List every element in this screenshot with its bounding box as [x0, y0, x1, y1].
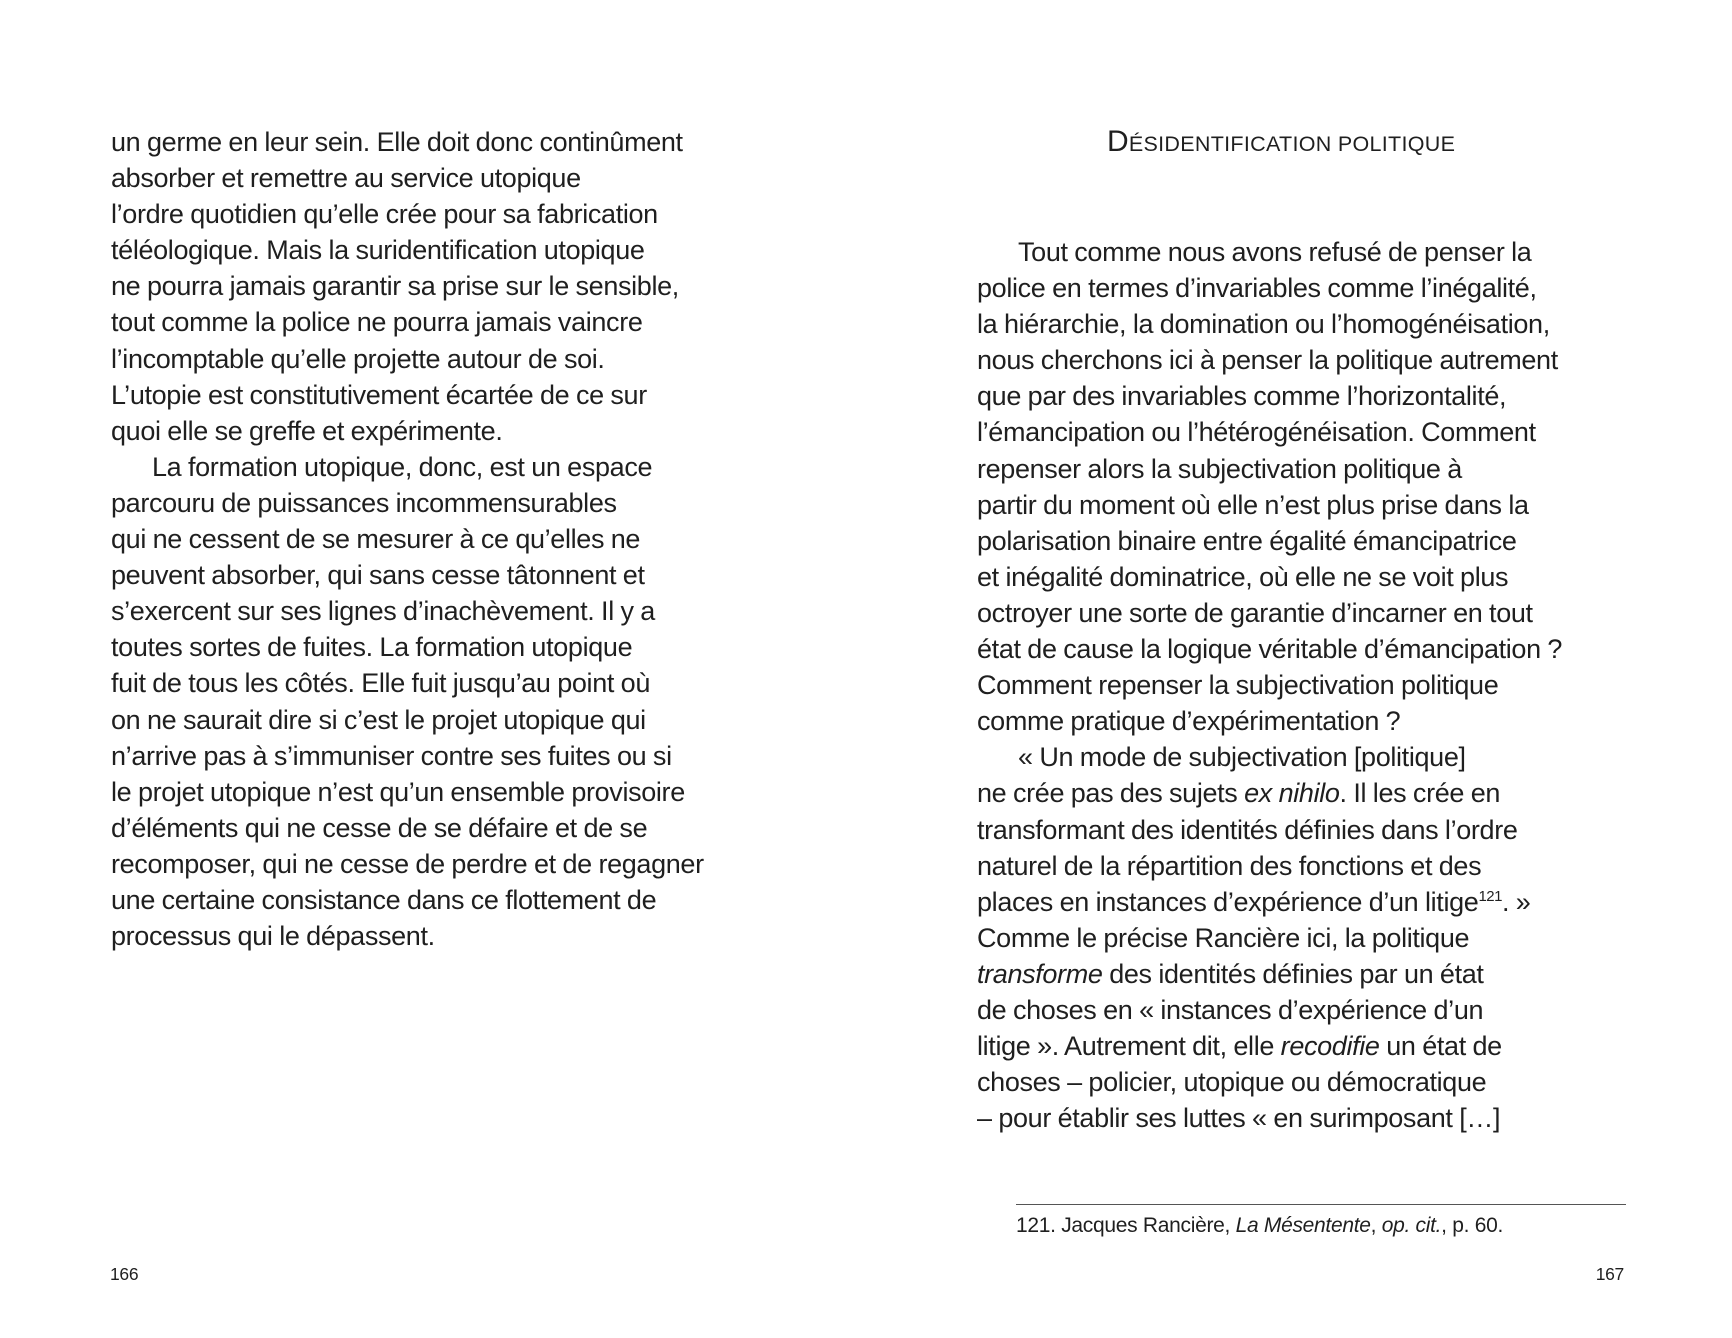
text-line: octroyer une sorte de garantie d’incarner en tout — [977, 597, 1533, 628]
footnote-title: La Mésentente — [1235, 1214, 1371, 1237]
text-run: . » — [1501, 886, 1531, 917]
text-line: Comme le précise Rancière ici, la politique — [977, 922, 1470, 953]
text-line: partir du moment où elle n’est plus prise dans la — [977, 489, 1529, 520]
text-line: on ne saurait dire si c’est le projet utopique qui — [111, 704, 646, 735]
footnote-author: Jacques Rancière, — [1055, 1214, 1236, 1237]
text-line: ne pourra jamais garantir sa prise sur le sensible, — [111, 271, 679, 302]
text-line: parcouru de puissances incommensurables — [111, 487, 617, 518]
footnote-opcit: op. cit. — [1381, 1214, 1442, 1237]
text-line: tout comme la police ne pourra jamais vaincre — [111, 307, 643, 338]
text-run: . Il les crée en — [1339, 778, 1501, 809]
heading-initial: D — [1107, 125, 1129, 158]
text-line: nous cherchons ici à penser la politique autrement — [977, 345, 1558, 376]
paragraph-start-line: Tout comme nous avons refusé de penser la — [1018, 237, 1532, 267]
quote-start-line: « Un mode de subjectivation [politique] — [1018, 742, 1466, 773]
text-line: L’utopie est constitutivement écartée de ce sur — [111, 379, 647, 410]
footnote-number: 121. — [1016, 1214, 1056, 1237]
heading-rest: ÉSIDENTIFICATION POLITIQUE — [1128, 132, 1456, 156]
text-run: places en instances d’expérience d’un litige — [977, 886, 1479, 917]
italic-text: recodifie — [1280, 1031, 1380, 1062]
text-line: repenser alors la subjectivation politique à — [977, 453, 1462, 484]
text-run: ne crée pas des sujets — [977, 778, 1245, 809]
text-line — [977, 775, 1627, 811]
text-line: polarisation binaire entre égalité émancipatrice — [977, 525, 1517, 556]
text-line: toutes sortes de fuites. La formation utopique — [111, 632, 633, 663]
text-line: quoi elle se greffe et expérimente. — [111, 415, 503, 446]
text-line: comme pratique d’expérimentation ? — [977, 706, 1401, 737]
text-line: fuit de tous les côtés. Elle fuit jusqu’au point où — [111, 668, 650, 699]
text-line: absorber et remettre au service utopique — [111, 163, 581, 194]
italic-text: transforme — [977, 958, 1103, 989]
text-line: – pour établir ses luttes « en surimposant […] — [977, 1103, 1501, 1134]
page-number-left: 166 — [110, 1264, 139, 1284]
text-line: l’émancipation ou l’hétérogénéisation. Comment — [977, 417, 1536, 448]
footnote-page: , p. 60. — [1441, 1214, 1503, 1237]
text-line: n’arrive pas à s’immuniser contre ses fuites ou si — [111, 740, 672, 771]
text-line: police en termes d’invariables comme l’inégalité, — [977, 273, 1537, 304]
text-line: recomposer, qui ne cesse de perdre et de regagner — [111, 848, 704, 879]
text-line: de choses en « instances d’expérience d’un — [977, 994, 1484, 1025]
paragraph-start-line: La formation utopique, donc, est un espace — [152, 451, 653, 482]
text-line: que par des invariables comme l’horizontalité, — [977, 381, 1507, 412]
text-line: d’éléments qui ne cesse de se défaire et de se — [111, 812, 648, 843]
text-line — [977, 1028, 1627, 1064]
text-line: et inégalité dominatrice, où elle ne se voit plus — [977, 561, 1509, 592]
text-line: le projet utopique n’est qu’un ensemble provisoire — [111, 776, 685, 807]
text-line: la hiérarchie, la domination ou l’homogénéisation, — [977, 309, 1550, 340]
text-line: choses – policier, utopique ou démocratique — [977, 1067, 1487, 1098]
footnote — [1016, 1212, 1503, 1240]
text-run: des identités définies par un état — [1102, 958, 1484, 989]
text-line: un germe en leur sein. Elle doit donc continûment — [111, 127, 683, 157]
text-line — [977, 884, 1627, 920]
text-line: état de cause la logique véritable d’émancipation ? — [977, 634, 1563, 665]
text-line: Comment repenser la subjectivation politique — [977, 670, 1499, 701]
text-run: litige ». Autrement dit, elle — [977, 1031, 1281, 1062]
left-body-text — [111, 124, 761, 954]
text-line: l’incomptable qu’elle projette autour de soi. — [111, 343, 605, 374]
text-line: qui ne cessent de se mesurer à ce qu’elles ne — [111, 524, 641, 555]
text-run: , — [1370, 1214, 1382, 1237]
footnote-divider — [1016, 1204, 1626, 1205]
right-body-text — [977, 234, 1627, 1136]
text-run: un état de — [1379, 1031, 1502, 1062]
text-line — [977, 956, 1627, 992]
right-page — [866, 0, 1732, 1338]
text-line: peuvent absorber, qui sans cesse tâtonnent et — [111, 560, 645, 591]
text-line: une certaine consistance dans ce flottement de — [111, 884, 657, 915]
text-line: transformant des identités définies dans l’ordre — [977, 814, 1518, 845]
footnote-reference[interactable]: 121 — [1478, 887, 1502, 905]
section-heading — [1107, 124, 1455, 162]
text-line: l’ordre quotidien qu’elle crée pour sa fabrication — [111, 199, 658, 230]
text-line: processus qui le dépassent. — [111, 921, 435, 952]
page-number-right: 167 — [1595, 1264, 1624, 1284]
text-line: naturel de la répartition des fonctions et des — [977, 850, 1482, 881]
italic-text: ex nihilo — [1244, 778, 1340, 809]
text-line: téléologique. Mais la suridentification utopique — [111, 235, 645, 266]
text-line: s’exercent sur ses lignes d’inachèvement. Il y a — [111, 596, 655, 627]
